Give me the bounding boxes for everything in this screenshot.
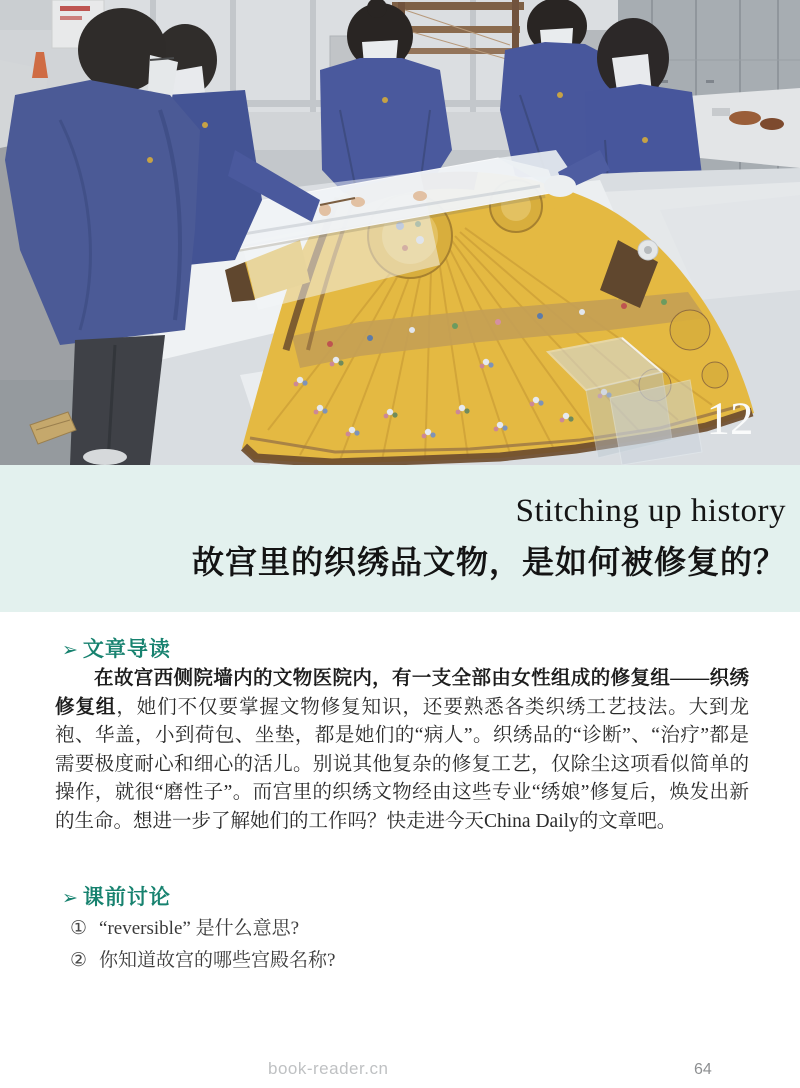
arrow-icon: ➢ xyxy=(62,887,79,909)
page-title-en: Stitching up history xyxy=(515,493,786,529)
discussion-section-heading xyxy=(62,881,171,911)
circled-number-icon: ① xyxy=(70,917,88,939)
hero-photo xyxy=(0,0,800,465)
chapter-number: 12 xyxy=(706,393,754,445)
intro-paragraph xyxy=(55,665,749,836)
intro-heading-label: 文章导读 xyxy=(82,637,171,661)
intro-section-heading xyxy=(62,633,171,663)
discussion-item xyxy=(70,913,299,940)
watermark: book-reader.cn xyxy=(268,1059,389,1078)
discussion-heading-label: 课前讨论 xyxy=(82,885,171,909)
intro-lead-bold: 在故宫西侧院墙内的文物医院内，有一支全部由女性组成的修复组——织绣修复组 xyxy=(55,668,749,718)
page-number: 64 xyxy=(694,1061,712,1078)
discussion-item xyxy=(70,945,335,972)
circled-number-icon: ② xyxy=(70,949,88,971)
discussion-question: 你知道故宫的哪些宫殿名称? xyxy=(99,950,336,971)
discussion-question: “reversible” 是什么意思? xyxy=(99,918,300,939)
intro-body-text: ，她们不仅要掌握文物修复知识，还要熟悉各类织绣工艺技法。大到龙袍、华盖，小到荷包、坐垫，都是她们的“病人”。织绣品的“诊断”、“治疗”都是需要极度耐心和细心的活儿。别说其他复杂的修复工艺，仅除尘这项看似简单的操作，就很“磨性子”。而宫里的织绣文物经由这些专业“绣娘”修复后，焕发出新的生命。想进一步了解她们的工作吗？快走进今天China Daily的文章吧。 xyxy=(55,696,749,832)
page-title-zh: 故宫里的织绣品文物，是如何被修复的？ xyxy=(191,544,786,580)
title-band xyxy=(0,465,800,612)
arrow-icon: ➢ xyxy=(62,639,79,661)
restoration-photo xyxy=(0,0,800,465)
